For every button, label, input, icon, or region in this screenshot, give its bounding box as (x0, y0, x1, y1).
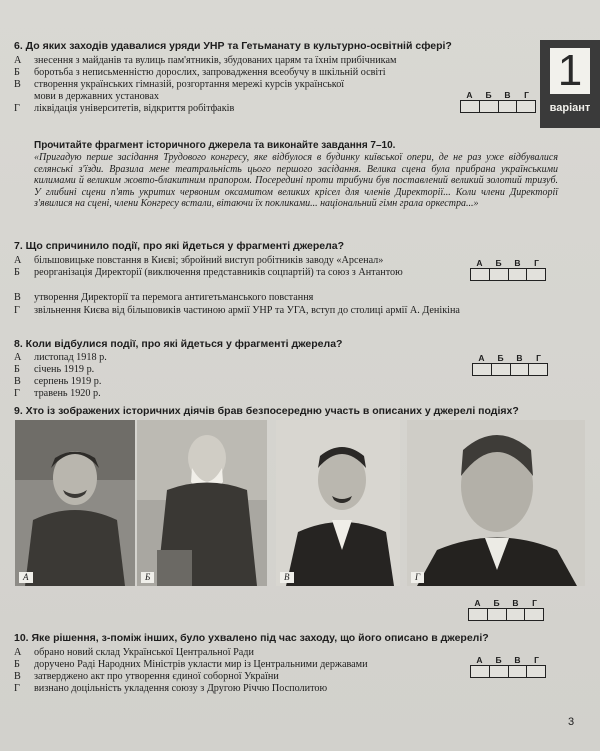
option-text: затверджено акт про утворення єдиної соборної України (34, 671, 279, 682)
option-letter: Г (14, 103, 20, 114)
option-text: травень 1920 р. (34, 388, 101, 399)
option-text: ліквідація університетів, відкриття робітфаків (34, 103, 235, 114)
q8-option-a[interactable] (14, 352, 454, 364)
answer-letter: Б (495, 655, 502, 665)
q6-option-a[interactable] (14, 55, 454, 67)
option-text: обрано новий склад Української Центральної Ради (34, 647, 254, 658)
option-text: серпень 1919 р. (34, 376, 102, 387)
answer-cell[interactable] (527, 666, 545, 677)
answer-letter: Г (536, 353, 541, 363)
option-text: січень 1919 р. (34, 364, 95, 375)
answer-letter: Б (497, 353, 504, 363)
answer-cell[interactable] (499, 101, 518, 112)
option-letter: А (14, 352, 22, 363)
answer-cell[interactable] (471, 269, 490, 280)
q10-option-b[interactable] (14, 659, 454, 671)
answer-letter: А (466, 90, 473, 100)
q10-option-a[interactable] (14, 647, 454, 659)
option-text: боротьба з неписьменністю дорослих, запровадження всеобучу в шкільній освіті (34, 67, 386, 78)
answer-letter: Г (524, 90, 529, 100)
option-letter: А (14, 647, 22, 658)
q6-option-d[interactable] (14, 103, 454, 115)
answer-letter: В (512, 598, 519, 608)
q8-option-c[interactable] (14, 376, 454, 388)
q8-option-b[interactable] (14, 364, 454, 376)
photo-label-c: В (280, 572, 294, 583)
answer-cell[interactable] (469, 609, 488, 620)
answer-cell[interactable] (511, 364, 530, 375)
option-text: звільнення Києва від більшовиків частиною армії УНР та УГА, вступ до столиці армії А. Денікіна (34, 305, 460, 316)
option-letter: В (14, 671, 21, 682)
photo-c[interactable] (276, 420, 400, 586)
photo-label-d: Г (411, 572, 424, 583)
answer-cell[interactable] (509, 269, 528, 280)
answer-letter: Б (485, 90, 492, 100)
option-letter: Б (14, 267, 20, 278)
answer-cell[interactable] (527, 269, 545, 280)
option-text: доручено Раді Народних Міністрів укласти мир із Центральними державами (34, 659, 368, 670)
answer-cell[interactable] (461, 101, 480, 112)
answer-letter: Г (534, 258, 539, 268)
option-letter: В (14, 79, 21, 90)
photo-label-a: А (19, 572, 33, 583)
variant-number: 1 (550, 48, 590, 94)
answer-letter: А (478, 353, 485, 363)
option-letter: Г (14, 388, 20, 399)
answer-letter: Б (493, 598, 500, 608)
q6-answer-grid[interactable] (460, 90, 536, 113)
answer-cell[interactable] (490, 666, 509, 677)
photo-b[interactable] (137, 420, 267, 586)
q7-option-b[interactable] (14, 267, 454, 279)
q9-answer-grid[interactable] (468, 598, 544, 621)
variant-badge (540, 40, 600, 128)
photo-d[interactable] (407, 420, 585, 586)
answer-letter: А (476, 258, 483, 268)
q8-option-d[interactable] (14, 388, 454, 400)
option-letter: А (14, 55, 22, 66)
option-letter: Б (14, 364, 20, 375)
answer-cell[interactable] (492, 364, 511, 375)
q6-option-c[interactable] (14, 79, 345, 102)
option-text: визнано доцільність укладення союзу з Другою Річчю Посполитою (34, 683, 328, 694)
question-7-title: 7. Що спричинило події, про які йдеться у фрагменті джерела? (14, 240, 345, 252)
answer-letter: В (514, 258, 521, 268)
answer-cell[interactable] (509, 666, 528, 677)
answer-letter: В (504, 90, 511, 100)
source-intro: Прочитайте фрагмент історичного джерела та виконайте завдання 7–10. (34, 140, 396, 151)
answer-cell[interactable] (507, 609, 526, 620)
q10-answer-grid[interactable] (470, 655, 546, 678)
page-number: 3 (568, 716, 575, 728)
q7-answer-grid[interactable] (470, 258, 546, 281)
answer-cell[interactable] (490, 269, 509, 280)
photo-label-b: Б (141, 572, 154, 583)
answer-letter: Г (534, 655, 539, 665)
question-9-title: 9. Хто із зображених історичних діячів брав безпосередню участь в описаних у джерелі подіях? (14, 405, 519, 417)
source-quote: «Пригадую перше засідання Трудового конгресу, яке відбулося в будинку київської опери, де не раз уже відбувалися селянські з'їзди. Вразила мене театральність цього першого засідання. Велика сцена була прибрана українськими килимами й великим жовто-блакитним прапором. Посередині проти трибуни був поставлений великий золотий тризуб. У глибині сцени п'ять укритих червоним оксамитом великих крісел для членів Директорії... Коли члени Директорії з'явилися на сцені, члени Конгресу встали, вітаючи їх покликами... національний гімн грала оркестра...» (34, 152, 558, 210)
option-text: знесення з майданів та вулиць пам'ятників, збудованих царям та їхнім прибічникам (34, 55, 397, 66)
answer-cell[interactable] (471, 666, 490, 677)
option-text: реорганізація Директорії (виключення представників соцпартій) та союз з Антантою (34, 267, 403, 278)
option-letter: В (14, 292, 21, 303)
q6-option-b[interactable] (14, 67, 454, 79)
answer-letter: В (516, 353, 523, 363)
question-8-title: 8. Коли відбулися події, про які йдеться у фрагменті джерела? (14, 338, 343, 350)
q8-answer-grid[interactable] (472, 353, 548, 376)
answer-cell[interactable] (473, 364, 492, 375)
answer-letter: В (514, 655, 521, 665)
option-letter: А (14, 255, 22, 266)
option-letter: Б (14, 659, 20, 670)
q10-option-c[interactable] (14, 671, 454, 683)
answer-cell[interactable] (517, 101, 535, 112)
answer-letter: Б (495, 258, 502, 268)
option-text: створення українських гімназій, розгортання мережі курсів української мови в державних установах (34, 79, 345, 102)
answer-cell[interactable] (529, 364, 547, 375)
answer-letter: А (476, 655, 483, 665)
variant-label: варіант (549, 102, 591, 114)
question-6-title: 6. До яких заходів удавалися уряди УНР та Гетьманату в культурно-освітній сфері? (14, 40, 452, 52)
option-text: більшовицьке повстання в Києві; збройний виступ робітників заводу «Арсенал» (34, 255, 384, 266)
answer-cell[interactable] (480, 101, 499, 112)
option-letter: В (14, 376, 21, 387)
option-letter: Г (14, 305, 20, 316)
option-letter: Г (14, 683, 20, 694)
q7-option-d[interactable] (14, 305, 584, 317)
option-text: утворення Директорії та перемога антигетьманського повстання (34, 292, 314, 303)
answer-cell[interactable] (525, 609, 543, 620)
photo-a[interactable] (15, 420, 135, 586)
option-letter: Б (14, 67, 20, 78)
question-10-title: 10. Яке рішення, з-поміж інших, було ухвалено під час заходу, що його описано в джерелі? (14, 632, 489, 644)
q7-option-a[interactable] (14, 255, 454, 267)
answer-letter: А (474, 598, 481, 608)
q7-option-c[interactable] (14, 292, 454, 304)
answer-letter: Г (532, 598, 537, 608)
q10-option-d[interactable] (14, 683, 454, 695)
answer-cell[interactable] (488, 609, 507, 620)
option-text: листопад 1918 р. (34, 352, 107, 363)
